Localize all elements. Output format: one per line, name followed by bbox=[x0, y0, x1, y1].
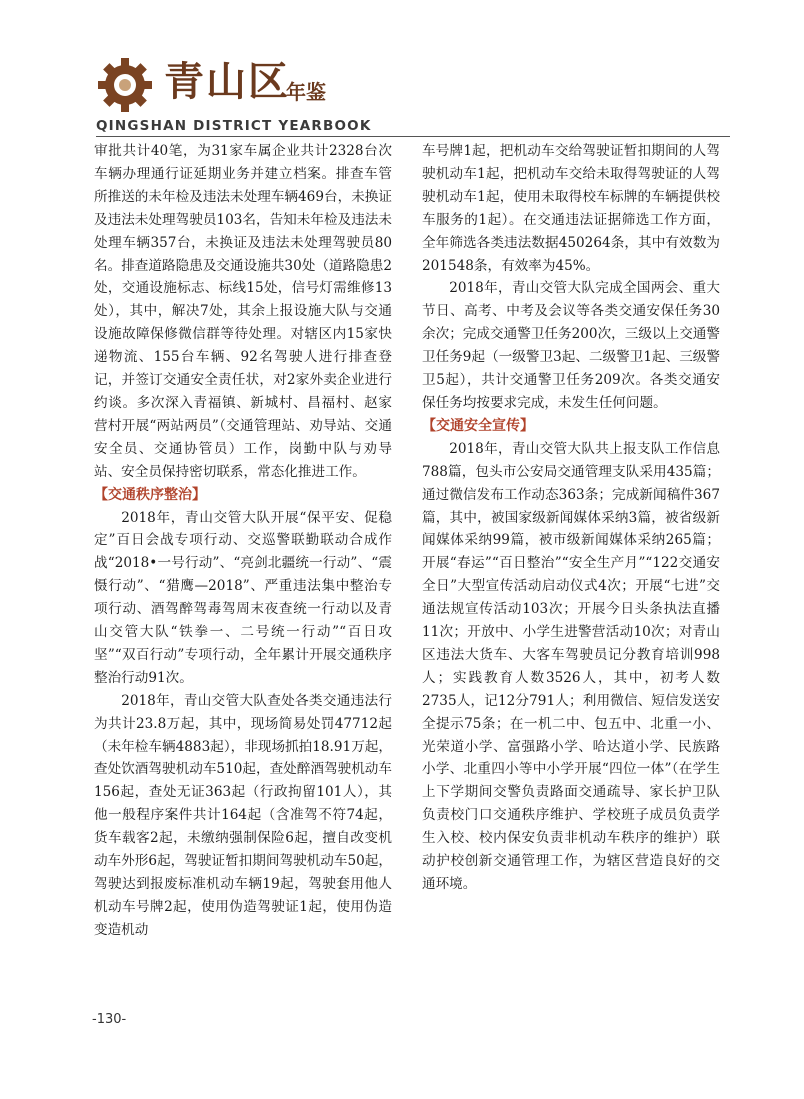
paragraph: 2018年，青山交管大队共上报支队工作信息788篇，包头市公安局交通管理支队采用435篇；通过微信发布工作动态363条；完成新闻稿件367篇，其中，被国家级新闻媒体采纳3篇，被省级新闻媒体采纳99篇，被市级新闻媒体采纳265篇；开展“春运”“百日整治”“安全生产月”“122交通安全日”大型宣传活动启动仪式4次；开展“七进”交通法规宣传活动103次；开展今日头条执法直播11次；开放中、小学生进警营活动10次；对青山区违法大货车、大客车驾驶员记分教育培训998人；实践教育人数3526人，其中，初考人数2735人，记12分791人；利用微信、短信发送安全提示75条；在一机二中、包五中、北重一小、光荣道小学、富强路小学、哈达道小学、民族路小学、北重四小等中小学开展“四位一体”（在学生上下学期间交警负责路面交通疏导、家长护卫队负责校门口交通秩序维护、学校班子成员负责学生入校、校内保安负责非机动车秩序的维护）联动护校创新交通管理工作，为辖区营造良好的交通环境。 bbox=[422, 440, 720, 892]
paragraph: 车号牌1起，把机动车交给驾驶证暂扣期间的人驾驶机动车1起，把机动车交给未取得驾驶证的人驾驶机动车1起，使用未取得校车标牌的车辆提供校车服务的1起）。在交通违法证据筛选工作方面，全年筛选各类违法数据450264条，其中有效数为201548条，有效率为45%。 bbox=[422, 143, 720, 274]
paragraph: 2018年，青山交管大队开展“保平安、促稳定”百日会战专项行动、交巡警联勤联动合成作战“2018•一号行动”、“亮剑北疆统一行动”、“震慑行动”、“猎鹰—2018”、严重违法集中整治专项行动、酒驾醉驾毒驾周末夜查统一行动以及青山交管大队“铁拳一、二号统一行动”“百日攻坚”“双百行动”专项行动，全年累计开展交通秩序整治行动91次。 bbox=[94, 509, 392, 686]
section-heading-safety-publicity: 【交通安全宣传】 bbox=[422, 417, 534, 434]
yearbook-subtitle-en: QINGSHAN DISTRICT YEARBOOK bbox=[96, 118, 372, 134]
yearbook-title-suffix: 年鉴 bbox=[286, 80, 326, 104]
page-header bbox=[90, 46, 730, 136]
left-column bbox=[94, 140, 392, 942]
paragraph: 审批共计40笔，为31家车属企业共计2328台次车辆办理通行证延期业务并建立档案。排查车管所推送的未年检及违法未处理车辆469台，未换证及违法未处理驾驶员103名，告知未年检及违法未处理车辆357台，未换证及违法未处理驾驶员80名。排查道路隐患及交通设施共30处（道路隐患2处，交通设施标志、标线15处，信号灯需维修13处），其中，解决7处，其余上报设施大队与交通设施故障保修微信群等待处理。对辖区内15家快递物流、155台车辆、92名驾驶人进行排查登记，并签订交通安全责任状，对2家外卖企业进行约谈。多次深入青福镇、新城村、昌福村、赵家营村开展“两站两员”（交通管理站、劝导站、交通安全员、交通协管员）工作，岗勤中队与劝导站、安全员保持密切联系，常态化推进工作。 bbox=[94, 143, 392, 480]
paragraph: 2018年，青山交管大队查处各类交通违法行为共计23.8万起，其中，现场简易处罚47712起（未年检车辆4883起），非现场抓拍18.91万起，查处饮酒驾驶机动车510起，查处醉酒驾驶机动车156起，查处无证363起（行政拘留101人），其他一般程序案件共计164起（含准驾不符74起，货车载客2起，未缴纳强制保险6起，擅自改变机动车外形6起，驾驶证暂扣期间驾驶机动车50起，驾驶达到报废标准机动车辆19起，驾驶套用他人机动车号牌2起，使用伪造驾驶证1起，使用伪造变造机动 bbox=[94, 692, 392, 938]
right-column bbox=[422, 140, 720, 896]
section-heading-traffic-order: 【交通秩序整治】 bbox=[94, 486, 206, 503]
gear-logo-icon bbox=[96, 56, 154, 114]
yearbook-title: 青山区 bbox=[164, 58, 290, 105]
page-number: -130- bbox=[92, 1012, 127, 1027]
header-divider bbox=[96, 136, 730, 137]
paragraph: 2018年，青山交管大队完成全国两会、重大节日、高考、中考及会议等各类交通安保任务30余次；完成交通警卫任务200次，三级以上交通警卫任务9起（一级警卫3起、二级警卫1起、三级警卫5起），共计交通警卫任务209次。各类交通安保任务均按要求完成，未发生任何问题。 bbox=[422, 280, 720, 411]
